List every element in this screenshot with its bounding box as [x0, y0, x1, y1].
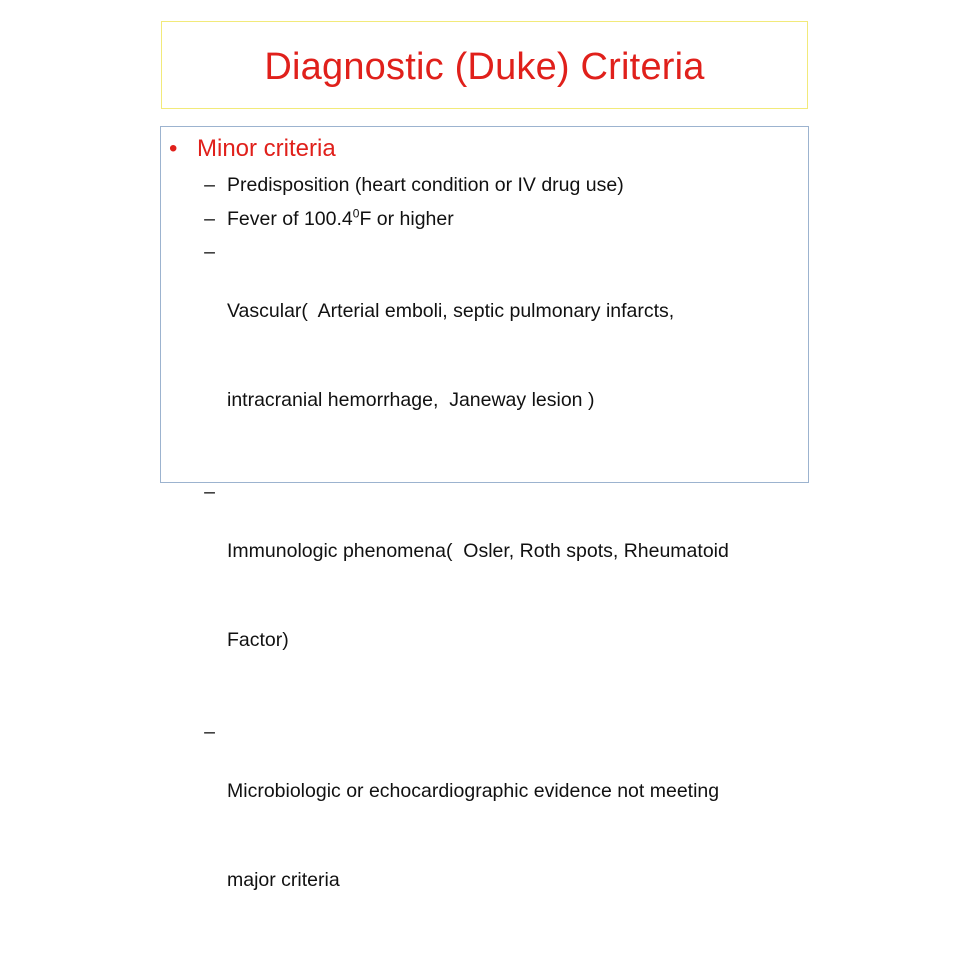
text-segment: Fever of 100.4	[227, 207, 353, 230]
bullet-icon: •	[169, 135, 178, 162]
text-line: major criteria	[227, 868, 340, 891]
title-box	[161, 21, 808, 109]
list-item-text: Predisposition (heart condition or IV drug use)	[227, 174, 624, 196]
dash-icon: –	[204, 241, 215, 263]
list-item	[173, 478, 803, 714]
list-item-text	[227, 238, 803, 474]
dash-icon: –	[204, 207, 215, 230]
slide-title: Diagnostic (Duke) Criteria	[264, 45, 705, 88]
bullet-heading	[169, 135, 336, 163]
text-line: Vascular( Arterial emboli, septic pulmonary infarcts,	[227, 300, 675, 322]
list-item	[173, 238, 803, 474]
content-box	[160, 126, 809, 891]
list-item-text	[227, 718, 803, 954]
text-line: Immunologic phenomena( Osler, Roth spots, Rheumatoid	[227, 540, 729, 562]
text-line: Microbiologic or echocardiographic evidence not meeting	[227, 780, 720, 802]
list-item-text	[227, 478, 803, 714]
dash-icon: –	[204, 721, 215, 743]
text-segment: F or higher	[359, 207, 454, 230]
list-item	[173, 171, 803, 201]
list-item	[173, 718, 803, 954]
dash-icon: –	[204, 481, 215, 503]
text-line: intracranial hemorrhage, Janeway lesion )	[227, 388, 595, 411]
list-item-text	[227, 205, 803, 235]
heading-text: Minor criteria	[197, 135, 336, 162]
superscript: 0	[352, 206, 360, 220]
dash-icon: –	[204, 174, 215, 196]
sub-bullet-list	[173, 171, 803, 958]
list-item	[173, 205, 803, 235]
text-line: Factor)	[227, 628, 289, 651]
